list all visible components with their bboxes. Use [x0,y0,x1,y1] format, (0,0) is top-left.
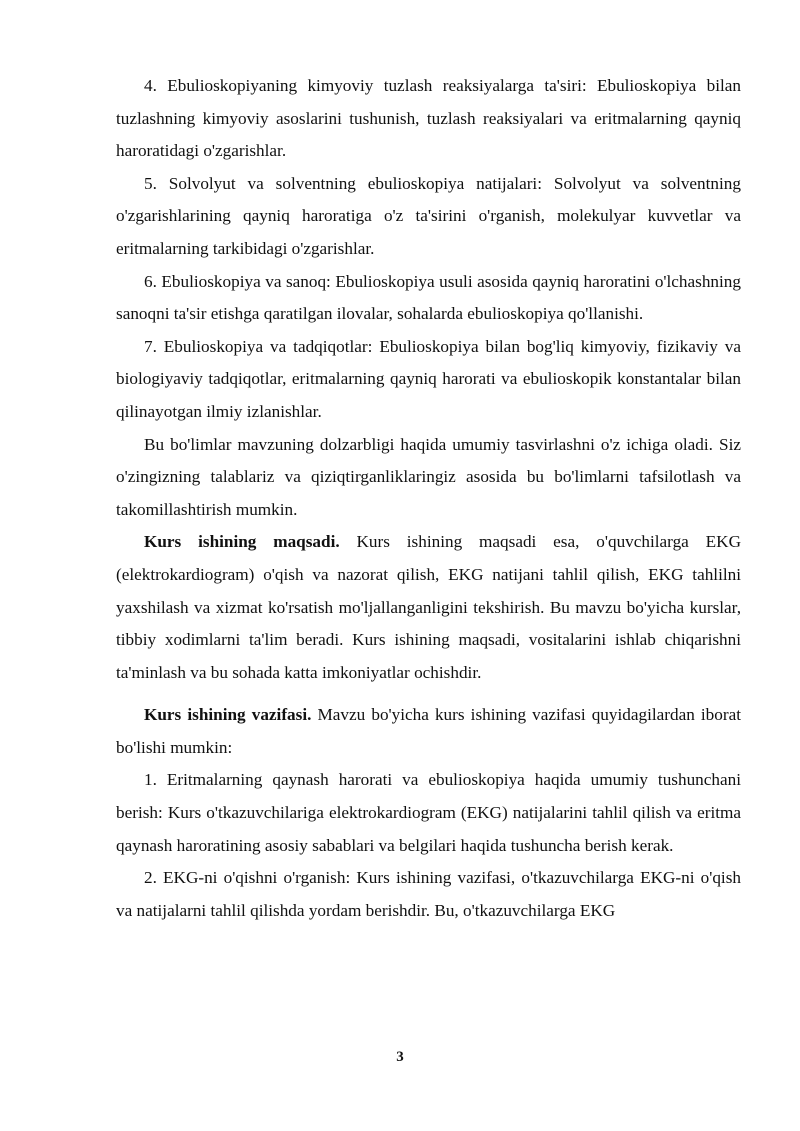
paragraph-text: 7. Ebulioskopiya va tadqiqotlar: Ebulioskopiya bilan bog'liq kimyoviy, fizikaviy va biologiyaviy tadqiqotlar, eritmalarning qayniq harorati va ebulioskopik konstantalar bilan qilinayotgan ilmiy izlanishlar. [116,336,741,421]
course-tasks-heading: Kurs ishining vazifasi. [144,705,312,725]
paragraph-text: 1. Eritmalarning qaynash harorati va ebulioskopiya haqida umumiy tushunchani berish: Kurs o'tkazuvchilariga elektrokardiogram (EKG) natijalarini tahlil qilish va eritma qaynash haroratining asosiy sabablari va belgilari haqida tushuncha berish kerak. [116,770,741,855]
paragraph-course-goal [116,526,741,689]
paragraph-item-7 [116,331,741,429]
paragraph-text: Bu bo'limlar mavzuning dolzarbligi haqida umumiy tasvirlashni o'z ichiga oladi. Siz o'zingizning talablariz va qiziqtirganliklaringiz asosida bu bo'limlarni tafsilotlash va takomillashtirish mumkin. [116,434,741,519]
page-number: 3 [396,1049,404,1065]
course-goal-heading: Kurs ishining maqsadi. [144,532,340,552]
paragraph-task-2 [116,862,741,927]
paragraph-item-6 [116,266,741,331]
paragraph-text: 4. Ebulioskopiyaning kimyoviy tuzlash reaksiyalarga ta'siri: Ebulioskopiya bilan tuzlashning kimyoviy asoslarini tushunish, tuzlash reaksiyalari va eritmalarning qayniq haroratidagi o'zgarishlar. [116,76,741,161]
paragraph-text: 2. EKG-ni o'qishni o'rganish: Kurs ishining vazifasi, o'tkazuvchilarga EKG-ni o'qish va natijalarni tahlil qilishda yordam berishdir. Bu, o'tkazuvchilarga EKG [116,868,741,920]
paragraph-text: Kurs ishining maqsadi esa, o'quvchilarga EKG (elektrokardiogram) o'qish va nazorat qilish, EKG natijani tahlil qilish, EKG tahlilni yaxshilash va xizmat ko'rsatish mo'ljallanganligini tekshirish. Bu mavzu bo'yicha kurslar, tibbiy xodimlarni ta'lim beradi. Kurs ishining maqsadi, vositalarini ishlab chiqarishni ta'minlash va bu sohada katta imkoniyatlar ochishdir. [116,532,741,682]
paragraph-item-5 [116,168,741,266]
paragraph-text: Mavzu bo'yicha kurs ishining vazifasi quyidagilardan iborat bo'lishi mumkin: [116,705,741,757]
paragraph-item-4 [116,70,741,168]
paragraph-text: 6. Ebulioskopiya va sanoq: Ebulioskopiya usuli asosida qayniq haroratini o'lchashning sanoqni ta'sir etishga qaratilgan ilovalar, sohalarda ebulioskopiya qo'llanishi. [116,271,741,324]
paragraph-task-1 [116,764,741,862]
document-page [116,70,741,927]
paragraph-summary [116,429,741,527]
paragraph-course-tasks [116,699,741,764]
paragraph-text: 5. Solvolyut va solventning ebulioskopiya natijalari: Solvolyut va solventning o'zgarishlarining qayniq haroratiga o'z ta'sirini o'rganish, molekulyar kuvvetlar va eritmalarning tarkibidagi o'zgarishlar. [116,173,741,258]
